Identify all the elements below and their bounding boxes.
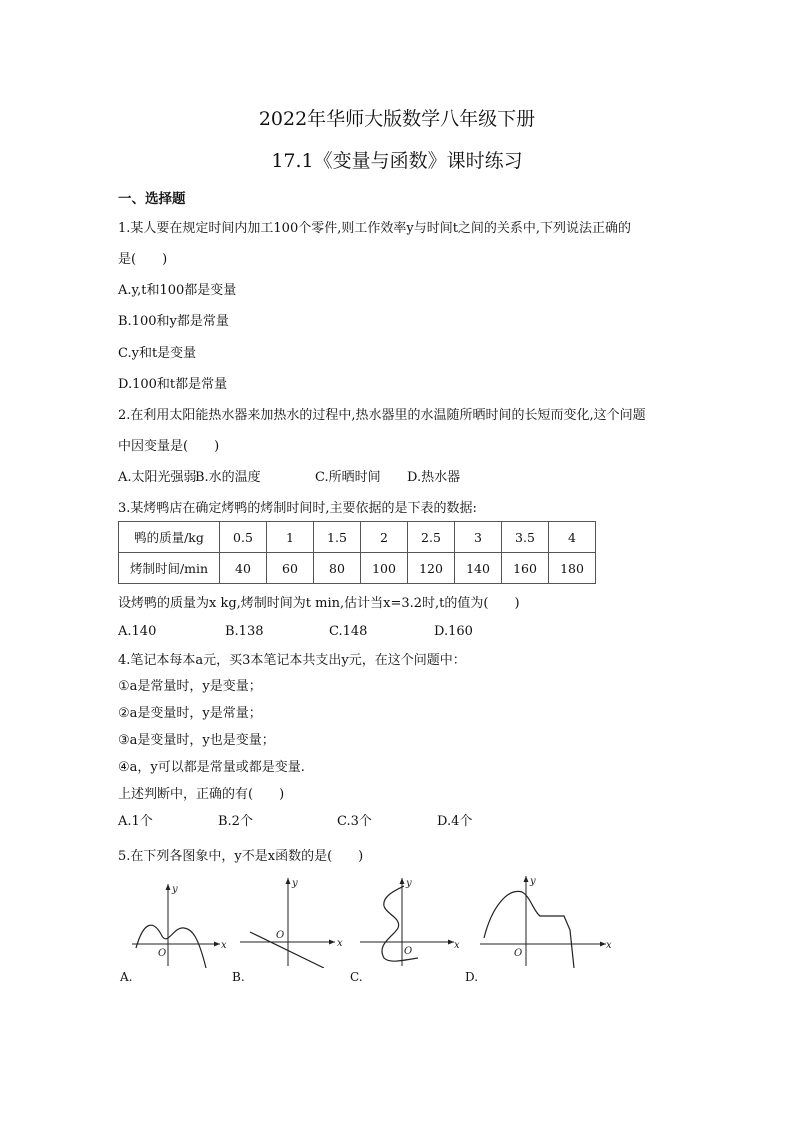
q4-stem: 4.笔记本每本a元，买3本笔记本共支出y元，在这个问题中： bbox=[118, 653, 466, 668]
x-axis-label: x bbox=[337, 938, 343, 949]
q4-statement-3: ③a是变量时，y也是变量； bbox=[118, 733, 275, 748]
document-subtitle: 17.1《变量与函数》课时练习 bbox=[271, 150, 523, 172]
table-cell: 180 bbox=[549, 553, 596, 584]
q4-statement-4: ④a，y可以都是常量或都是变量. bbox=[118, 760, 305, 775]
q1-option-d: D.100和t都是常量 bbox=[118, 377, 228, 392]
table-header-mass: 鸭的质量/kg bbox=[119, 522, 220, 553]
table-cell: 80 bbox=[314, 553, 361, 584]
q2-option-c: C.所晒时间 bbox=[315, 470, 381, 485]
table-cell: 3 bbox=[455, 522, 502, 553]
table-cell: 100 bbox=[361, 553, 408, 584]
q3-option-d: D.160 bbox=[434, 624, 473, 639]
q2-stem-line1: 2.在利用太阳能热水器来加热水的过程中,热水器里的水温随所晒时间的长短而变化,这个问题 bbox=[118, 408, 646, 423]
q2-option-d: D.热水器 bbox=[407, 470, 461, 485]
q1-option-a: A.y,t和100都是变量 bbox=[118, 283, 237, 298]
q1-option-b: B.100和y都是常量 bbox=[118, 314, 229, 329]
table-cell: 4 bbox=[549, 522, 596, 553]
table-cell: 140 bbox=[455, 553, 502, 584]
q5-option-c: C. bbox=[350, 970, 363, 984]
q4-statement-1: ①a是常量时，y是变量； bbox=[118, 679, 262, 694]
q5-option-a: A. bbox=[120, 970, 133, 984]
q3-question: 设烤鸭的质量为x kg,烤制时间为t min,估计当x=3.2时,t的值为( ) bbox=[118, 596, 520, 611]
q2-option-b: B.水的温度 bbox=[195, 470, 261, 485]
table-cell: 1 bbox=[267, 522, 314, 553]
q1-stem-line1: 1.某人要在规定时间内加工100个零件,则工作效率y与时间t之间的关系中,下列说法正确的 bbox=[118, 221, 632, 236]
table-cell: 2 bbox=[361, 522, 408, 553]
table-cell: 120 bbox=[408, 553, 455, 584]
table-cell: 160 bbox=[502, 553, 549, 584]
q5-option-b: B. bbox=[232, 970, 245, 984]
document-title: 2022年华师大版数学八年级下册 bbox=[258, 108, 536, 130]
graph-c bbox=[358, 872, 463, 968]
curve-c bbox=[382, 886, 418, 961]
table-cell: 2.5 bbox=[408, 522, 455, 553]
q3-option-b: B.138 bbox=[225, 624, 264, 639]
table-row-time bbox=[119, 553, 596, 584]
q5-option-d: D. bbox=[465, 970, 479, 984]
origin-label: O bbox=[404, 946, 413, 957]
section-heading: 一、选择题 bbox=[118, 191, 186, 207]
q3-stem: 3.某烤鸭店在确定烤鸭的烤制时间时,主要依据的是下表的数据: bbox=[118, 501, 477, 516]
graph-a bbox=[128, 872, 228, 968]
q5-stem: 5.在下列各图象中，y不是x函数的是( ) bbox=[118, 849, 364, 864]
q4-option-d: D.4个 bbox=[437, 814, 473, 829]
table-cell: 1.5 bbox=[314, 522, 361, 553]
table-cell: 40 bbox=[220, 553, 267, 584]
table-cell: 0.5 bbox=[220, 522, 267, 553]
q1-stem-line2: 是( ) bbox=[118, 252, 168, 267]
y-axis-label: y bbox=[530, 876, 536, 887]
x-axis-label: x bbox=[454, 940, 460, 951]
x-axis-label: x bbox=[606, 940, 612, 951]
graph-b bbox=[240, 872, 345, 968]
curve-d bbox=[484, 891, 574, 968]
q3-option-a: A.140 bbox=[118, 624, 157, 639]
origin-label: O bbox=[514, 948, 523, 959]
curve-a bbox=[136, 925, 206, 968]
table-header-time: 烤制时间/min bbox=[119, 553, 220, 584]
y-axis-label: y bbox=[406, 878, 412, 889]
q2-stem-line2: 中因变量是( ) bbox=[118, 439, 220, 454]
graph-d bbox=[478, 872, 618, 968]
line-b bbox=[250, 932, 324, 968]
x-axis-label: x bbox=[221, 940, 227, 951]
table-cell: 3.5 bbox=[502, 522, 549, 553]
y-axis-label: y bbox=[292, 878, 298, 889]
q4-option-a: A.1个 bbox=[118, 814, 153, 829]
origin-label: O bbox=[276, 930, 285, 941]
q2-option-a: A.太阳光强弱 bbox=[118, 470, 197, 485]
origin-label: O bbox=[158, 948, 167, 959]
q4-option-c: C.3个 bbox=[337, 814, 372, 829]
q1-option-c: C.y和t是变量 bbox=[118, 346, 197, 361]
q4-statement-2: ②a是变量时，y是常量； bbox=[118, 706, 262, 721]
y-axis-label: y bbox=[172, 884, 178, 895]
q4-question: 上述判断中，正确的有( ) bbox=[118, 787, 285, 802]
q4-option-b: B.2个 bbox=[218, 814, 253, 829]
table-cell: 60 bbox=[267, 553, 314, 584]
q3-data-table bbox=[118, 521, 596, 584]
q3-option-c: C.148 bbox=[329, 624, 368, 639]
table-row-mass bbox=[119, 522, 596, 553]
